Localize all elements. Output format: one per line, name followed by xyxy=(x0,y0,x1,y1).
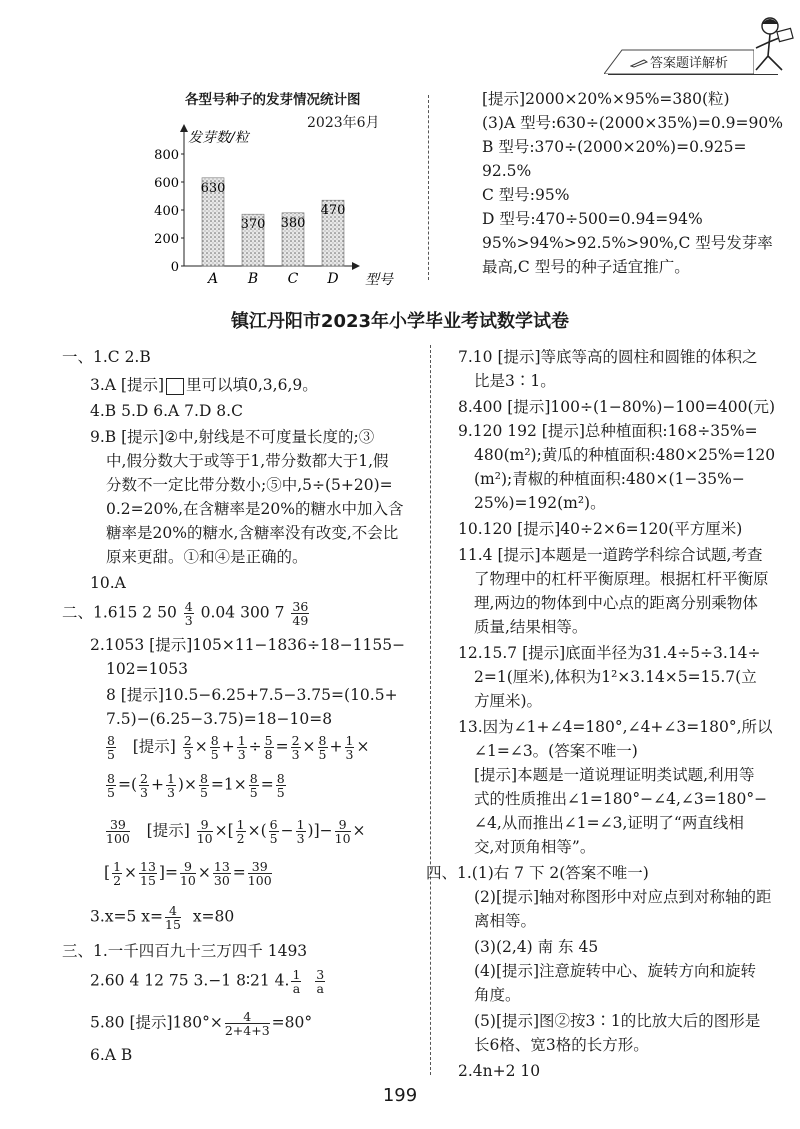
answer-line: 方厘米)。 xyxy=(474,692,543,710)
answer-text: = xyxy=(117,775,131,794)
fraction: $\frac{2}{3}$ xyxy=(140,771,148,800)
bar-value-label: 380 xyxy=(280,215,306,231)
answer-line: 四、1.(1)右 7 下 2(答案不唯一) xyxy=(426,864,649,882)
answer-line: 三、1.一千四百九十三万四千 1493 xyxy=(62,942,308,960)
pencil-icon xyxy=(630,58,648,68)
category-label: B xyxy=(247,271,259,287)
y-tick-label: 600 xyxy=(154,176,179,191)
fraction: $\frac{1}{3}$ xyxy=(166,771,175,800)
denominator: 49 xyxy=(292,613,309,628)
numerator: 4 xyxy=(225,1010,270,1024)
denominator: 3 xyxy=(184,613,193,628)
answer-line: 式的性质推出∠1=180°−∠4,∠3=180°− xyxy=(474,790,768,808)
answer-text: 二、1.615 2 50 xyxy=(62,603,177,622)
fraction: $\frac{6}{5}$ xyxy=(269,817,278,846)
answer-line: 0.2=20%,在含糖率是20%的糖水中加入含 xyxy=(106,500,404,518)
numerator: 36 xyxy=(292,599,309,614)
answer-text: 里可以填0,3,6,9。 xyxy=(186,376,318,394)
answer-line: $\frac{8}{5}$ =( $\frac{2}{3}$ + $\frac{1}{3}$ )× $\frac{8}{5}$ =1× $\frac{8}{5}$ = $\frac{8}{5}$ xyxy=(107,771,285,800)
answer-line: 理,两边的物体到中心点的距离分别乘物体 xyxy=(474,594,758,612)
fraction: $\frac{8}{5}$ xyxy=(199,771,208,800)
fraction: $\frac{1}{2}$ xyxy=(236,817,245,846)
answer-line: 中,假分数大于或等于1,带分数都大于1,假 xyxy=(106,452,389,470)
fraction: $\frac{39}{100}$ xyxy=(247,859,272,888)
numerator: 1 xyxy=(292,967,301,982)
answer-line: 6.A B xyxy=(90,1046,133,1064)
fraction: $\frac{1}{3}$ xyxy=(237,733,246,762)
germination-bar-chart xyxy=(150,120,420,295)
answer-line: (4)[提示]注意旋转中心、旋转方向和旋转 xyxy=(474,962,757,980)
answer-line xyxy=(90,1010,312,1037)
y-tick-label: 200 xyxy=(154,232,179,247)
answer-line: (2)[提示]轴对称图形中对应点到对称轴的距 xyxy=(474,888,772,906)
answer-line: 11.4 [提示]本题是一道跨学科综合试题,考查 xyxy=(458,546,763,564)
blank-box xyxy=(166,378,184,395)
chart-title: 各型号种子的发芽情况统计图 xyxy=(185,92,361,108)
category-label: C xyxy=(287,271,299,287)
bar-value-label: 370 xyxy=(240,217,266,233)
fraction xyxy=(291,600,309,627)
header-brand: 答案题详解析 xyxy=(650,56,729,71)
denominator: a xyxy=(292,981,301,996)
answer-line: [提示]2000×20%×95%=380(粒) xyxy=(482,90,730,108)
answer-line: D 型号:470÷500=0.94=94% xyxy=(482,210,703,228)
answer-line: 8 [提示]10.5−6.25+7.5−3.75=(10.5+ xyxy=(106,686,398,704)
y-tick-label: 0 xyxy=(170,260,179,275)
header-rule xyxy=(608,74,778,75)
answer-line xyxy=(90,374,318,396)
fraction: $\frac{2}{3}$ xyxy=(183,733,192,762)
fraction: $\frac{8}{5}$ xyxy=(318,733,327,762)
bar-value-label: 470 xyxy=(320,203,346,219)
answer-line: 10.120 [提示]40÷2×6=120(平方厘米) xyxy=(458,520,743,538)
fraction: $\frac{8}{5}$ xyxy=(107,771,115,800)
answer-line: ∠1=∠3。(答案不唯一) xyxy=(474,742,638,760)
numerator: 4 xyxy=(165,904,181,918)
answer-text: =80° xyxy=(271,1013,313,1032)
fraction xyxy=(291,968,301,995)
answer-line: (3)A 型号:630÷(2000×35%)=0.9=90% xyxy=(482,114,783,132)
x-axis-arrow xyxy=(352,262,360,270)
answer-line: 7.5)−(6.25−3.75)=18−10=8 xyxy=(106,710,333,728)
x-axis-label: 型号 xyxy=(365,272,393,288)
answer-line: 10.A xyxy=(90,574,126,592)
answer-line: 12.15.7 [提示]底面半径为31.4÷5÷3.14÷ xyxy=(458,644,761,662)
answer-line: $\frac{39}{100}$ [提示] $\frac{9}{10}$ ×[ $\frac{1}{2}$ ×( $\frac{6}{5}$ − $\frac{1}{3}$ )]− $\frac{9}{10}$ × xyxy=(106,817,366,846)
fraction: $\frac{8}{5}$ xyxy=(107,733,115,762)
denominator: a xyxy=(316,981,324,996)
answer-line: 2=1(厘米),体积为1²×3.14×5=15.7(立 xyxy=(474,668,757,686)
category-label: A xyxy=(207,271,219,287)
answer-line: 最高,C 型号的种子适宜推广。 xyxy=(482,258,690,276)
answer-text: [提示] xyxy=(132,737,176,756)
answer-line xyxy=(62,600,311,627)
answer-line: 比是3∶1。 xyxy=(474,372,556,390)
answer-text: 2.60 4 12 75 3.−1 8∶21 4. xyxy=(90,971,290,990)
answer-line: (3)(2,4) 南 东 45 xyxy=(474,938,599,956)
answer-line: 7.10 [提示]等底等高的圆柱和圆锥的体积之 xyxy=(458,348,758,366)
answer-line: [提示]本题是一道说理证明类试题,利用等 xyxy=(474,766,755,784)
fraction: $\frac{8}{5}$ xyxy=(249,771,258,800)
denominator: 15 xyxy=(165,917,181,932)
fraction: $\frac{2}{3}$ xyxy=(291,733,300,762)
answer-line: 2.1053 [提示]105×11−1836÷18−1155− xyxy=(90,636,406,654)
answer-line: 4.B 5.D 6.A 7.D 8.C xyxy=(90,402,243,420)
bar-value-label: 630 xyxy=(200,180,226,196)
answer-line: 95%>94%>92.5%>90%,C 型号发芽率 xyxy=(482,234,773,252)
fraction: $\frac{9}{10}$ xyxy=(179,859,196,888)
answer-line: 2.4n+2 10 xyxy=(458,1062,541,1080)
fraction: $\frac{9}{10}$ xyxy=(334,817,351,846)
answer-text: 3.A [提示] xyxy=(90,376,165,394)
fraction xyxy=(225,1010,270,1037)
answer-line: 480(m²);黄瓜的种植面积:480×25%=120 xyxy=(474,446,776,464)
answer-text: [提示] xyxy=(146,821,190,840)
fraction xyxy=(315,968,325,995)
answer-line: 9.B [提示]②中,射线是不可度量长度的;③ xyxy=(90,428,375,446)
answer-line: 分数不一定比带分数小;⑤中,5÷(5+20)= xyxy=(106,476,393,494)
reading-student-icon xyxy=(748,14,796,76)
answer-text: 3.x=5 x= xyxy=(90,907,164,926)
answer-line: 糖率是20%的糖水,含糖率没有改变,不会比 xyxy=(106,524,399,542)
answer-text: 0.04 300 7 xyxy=(200,603,285,622)
answer-text: = xyxy=(164,863,178,882)
exam-title: 镇江丹阳市2023年小学毕业考试数学试卷 xyxy=(230,311,570,332)
answer-line: (5)[提示]图②按3∶1的比放大后的图形是 xyxy=(474,1012,761,1030)
y-axis-arrow xyxy=(180,124,188,132)
answer-line: 离相等。 xyxy=(474,912,537,930)
answer-line: C 型号:95% xyxy=(482,186,570,204)
denominator: 2+4+3 xyxy=(224,1023,270,1038)
answer-line xyxy=(90,968,327,995)
page-number: 199 xyxy=(382,1085,418,1106)
fraction: $\frac{5}{8}$ xyxy=(264,733,273,762)
answer-line: 25%)=192(m²)。 xyxy=(474,494,606,512)
fraction: $\frac{9}{10}$ xyxy=(196,817,213,846)
answer-line: 9.120 192 [提示]总种植面积:168÷35%= xyxy=(458,422,758,440)
answer-line: B 型号:370÷(2000×20%)=0.925= xyxy=(482,138,747,156)
answer-line xyxy=(90,904,234,931)
answer-line: 原来更甜。①和④是正确的。 xyxy=(106,548,308,566)
chart-subtitle: 2023年6月 xyxy=(307,115,380,131)
fraction: $\frac{8}{5}$ xyxy=(210,733,219,762)
fraction xyxy=(165,904,181,931)
y-axis-label: 发芽数/粒 xyxy=(188,130,249,146)
column-divider-top xyxy=(428,95,429,280)
fraction xyxy=(184,600,194,627)
answer-line: 质量,结果相等。 xyxy=(474,618,588,636)
answer-line: 长6格、宽3格的长方形。 xyxy=(474,1036,649,1054)
fraction: $\frac{8}{5}$ xyxy=(276,771,285,800)
answer-line: 92.5% xyxy=(482,162,532,180)
y-tick-label: 800 xyxy=(154,148,179,163)
answer-line: $\frac{8}{5}$ [提示] $\frac{2}{3}$ × $\frac{8}{5}$ + $\frac{1}{3}$ ÷ $\frac{5}{8}$ = $\frac{2}{3}$ × $\frac{8}{5}$ + $\frac{1}{3}$ × xyxy=(107,733,370,762)
answer-line: (m²);青椒的种植面积:480×(1−35%− xyxy=(474,470,745,488)
fraction: $\frac{13}{15}$ xyxy=(140,859,156,888)
answer-line: 13.因为∠1+∠4=180°,∠4+∠3=180°,所以 xyxy=(458,718,773,736)
answer-line: 102=1053 xyxy=(106,660,189,678)
answer-line: ∠4,从而推出∠1=∠3,证明了“两直线相 xyxy=(474,814,744,832)
answer-line: 了物理中的杠杆平衡原理。根据杠杆平衡原 xyxy=(474,570,769,588)
answer-line: 交,对顶角相等”。 xyxy=(474,838,596,856)
answer-line: 8.400 [提示]100÷(1−80%)−100=400(元) xyxy=(458,398,776,416)
fraction: $\frac{1}{3}$ xyxy=(296,817,305,846)
answer-line: 角度。 xyxy=(474,986,521,1004)
answer-line: 一、1.C 2.B xyxy=(62,348,151,366)
answer-line: [ $\frac{1}{2}$ × $\frac{13}{15}$ ]= $\frac{9}{10}$ × $\frac{13}{30}$ = $\frac{39}{100}$ xyxy=(104,859,272,888)
fraction: $\frac{1}{3}$ xyxy=(345,733,354,762)
fraction: $\frac{1}{2}$ xyxy=(113,859,122,888)
numerator: 3 xyxy=(316,967,325,982)
answer-text: x=80 xyxy=(192,907,235,926)
column-divider xyxy=(430,345,431,1075)
numerator: 4 xyxy=(184,599,193,614)
category-label: D xyxy=(327,271,339,287)
y-tick-label: 400 xyxy=(154,204,179,219)
answer-text: 5.80 [提示]180°× xyxy=(90,1013,223,1032)
fraction: $\frac{13}{30}$ xyxy=(213,859,230,888)
fraction: $\frac{39}{100}$ xyxy=(106,817,130,846)
